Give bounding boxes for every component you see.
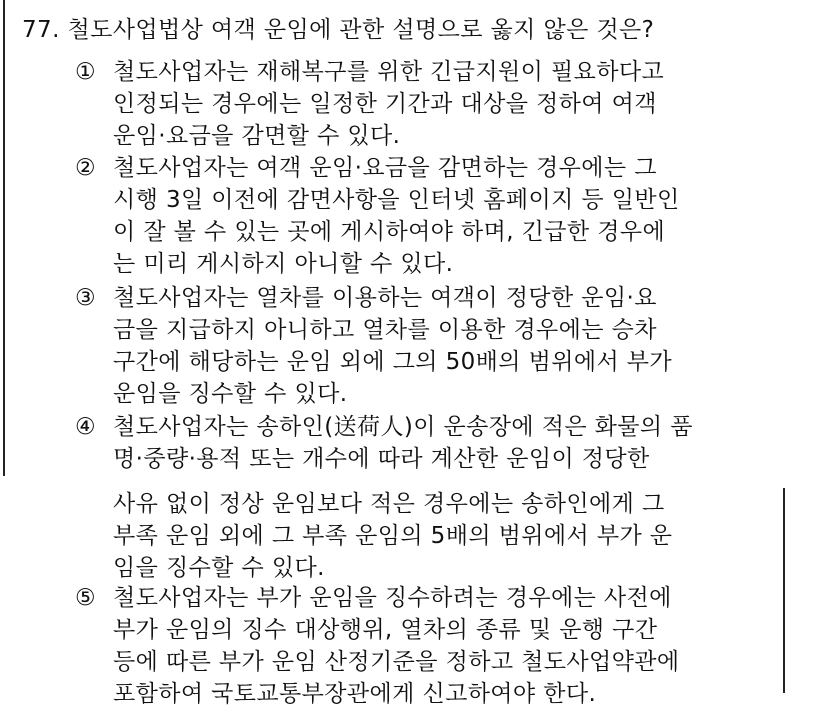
choice-3-line-2: 금을 지급하지 아니하고 열차를 이용한 경우에는 승차 xyxy=(113,317,657,343)
choice-4[interactable] xyxy=(75,411,693,475)
choice-number-3: ③ xyxy=(75,285,97,311)
choice-2-line-3: 이 잘 볼 수 있는 곳에 게시하여야 하며, 긴급한 경우에 xyxy=(113,219,666,245)
choice-number-4: ④ xyxy=(75,414,97,440)
choice-5-line-3: 등에 따른 부가 운임 산정기준을 정하고 철도사업약관에 xyxy=(113,649,680,675)
choice-number-1: ① xyxy=(75,59,97,85)
choice-1[interactable] xyxy=(75,56,664,152)
column-divider-right xyxy=(783,488,785,693)
choice-1-line-1: 철도사업자는 재해복구를 위한 긴급지원이 필요하다고 xyxy=(113,59,665,85)
choice-2-line-2: 시행 3일 이전에 감면사항을 인터넷 홈페이지 등 일반인 xyxy=(113,187,680,213)
choice-5[interactable] xyxy=(75,582,679,710)
choice-4-continued[interactable] xyxy=(75,488,672,584)
choice-3-line-1: 철도사업자는 열차를 이용하는 여객이 정당한 운임·요 xyxy=(113,285,657,311)
choice-3-line-4: 운임을 징수할 수 있다. xyxy=(113,381,348,407)
choice-4-line-4: 부족 운임 외에 그 부족 운임의 5배의 범위에서 부가 운 xyxy=(113,523,673,549)
choice-2-line-4: 는 미리 게시하지 아니할 수 있다. xyxy=(113,251,454,277)
choice-2[interactable] xyxy=(75,152,680,280)
column-divider-left xyxy=(3,0,5,476)
choice-1-line-2: 인정되는 경우에는 일정한 기간과 대상을 정하여 여객 xyxy=(113,91,657,117)
choice-5-line-1: 철도사업자는 부가 운임을 징수하려는 경우에는 사전에 xyxy=(113,585,672,611)
choice-1-line-3: 운임·요금을 감면할 수 있다. xyxy=(113,123,401,149)
choice-number-2: ② xyxy=(75,155,97,181)
choice-4-line-5: 임을 징수할 수 있다. xyxy=(113,555,325,581)
question-text: 77. 철도사업법상 여객 운임에 관한 설명으로 옳지 않은 것은? xyxy=(22,17,655,43)
choice-4-line-3: 사유 없이 정상 운임보다 적은 경우에는 송하인에게 그 xyxy=(113,491,665,517)
choice-5-line-2: 부가 운임의 징수 대상행위, 열차의 종류 및 운행 구간 xyxy=(113,617,658,643)
choice-4-line-1: 철도사업자는 송하인(送荷人)이 운송장에 적은 화물의 품 xyxy=(113,414,693,440)
choice-5-line-4: 포함하여 국토교통부장관에게 신고하여야 한다. xyxy=(113,681,597,707)
choice-3[interactable] xyxy=(75,282,672,410)
choice-2-line-1: 철도사업자는 여객 운임·요금을 감면하는 경우에는 그 xyxy=(113,155,657,181)
choice-4-line-2: 명·중량·용적 또는 개수에 따라 계산한 운임이 정당한 xyxy=(113,446,650,472)
choice-3-line-3: 구간에 해당하는 운임 외에 그의 50배의 범위에서 부가 xyxy=(113,349,673,375)
choice-number-5: ⑤ xyxy=(75,585,97,611)
